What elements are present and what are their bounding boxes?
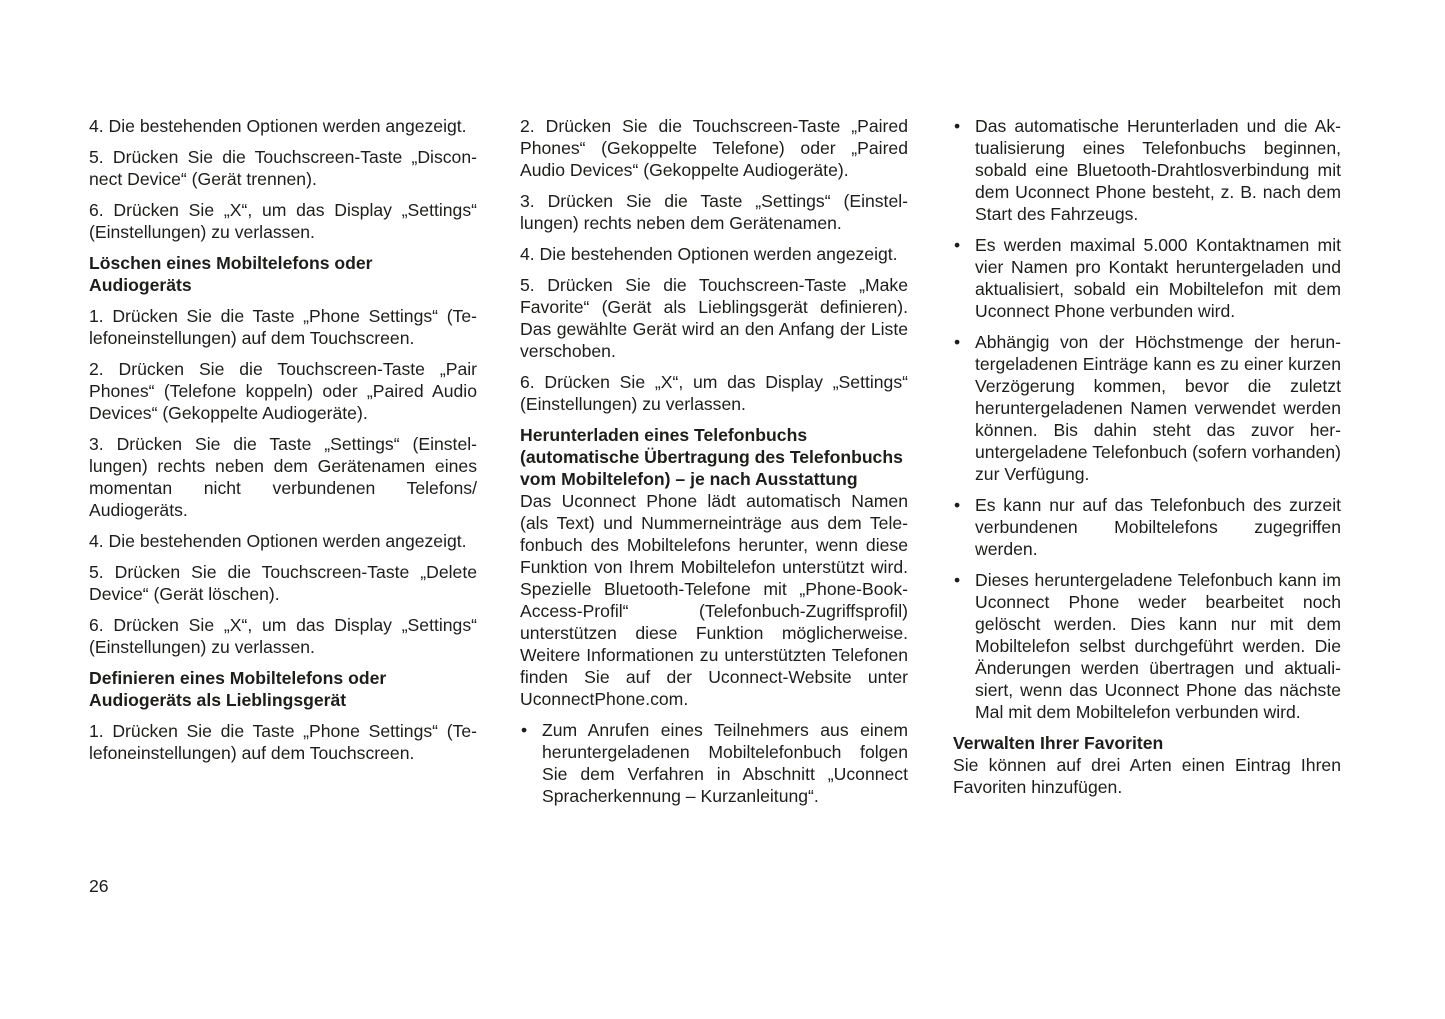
list-item <box>953 494 1341 560</box>
paragraph: 1. Drücken Sie die Taste „Phone Settings“ (Telefoneinstellungen) auf dem Touchscreen. <box>89 721 477 763</box>
list-item-text: Das automatische Herunterladen und die Aktualisierung eines Telefonbuchs beginnen, sobald eine Bluetooth-Drahtlosverbindung mit dem Uconnect Phone besteht, z. B. nach dem Start des Fahrzeugs. <box>975 116 1341 224</box>
paragraph: 4. Die bestehenden Optionen werden angezeigt. <box>89 116 467 136</box>
page-number: 26 <box>89 876 109 896</box>
paragraph: 3. Drücken Sie die Taste „Settings“ (Einstellungen) rechts neben dem Gerätenamen. <box>520 191 908 233</box>
paragraph: 5. Drücken Sie die Touchscreen-Taste „Make Favorite“ (Gerät als Lieblingsgerät definieren). Das gewählte Gerät wird an den Anfang der Liste verschoben. <box>520 275 908 361</box>
list-item <box>953 569 1341 723</box>
list-item-text: Abhängig von der Höchstmenge der heruntergeladenen Einträge kann es zu einer kurzen Verzögerung kommen, bevor die zuletzt heruntergeladenen Namen verwendet werden können. Bis dahin steht das zuvor heruntergeladene Telefonbuch (sofern vorhanden) zur Verfügung. <box>975 332 1341 484</box>
bullet-icon: • <box>954 116 961 136</box>
paragraph: Sie können auf drei Arten einen Eintrag Ihren Favoriten hinzufügen. <box>953 755 1341 797</box>
column-left <box>89 115 477 773</box>
list-item <box>520 719 908 807</box>
paragraph: 2. Drücken Sie die Touchscreen-Taste „Pair Phones“ (Telefone koppeln) oder „Paired Audio Devices“ (Gekoppelte Audiogeräte). <box>89 359 477 423</box>
list-item-text: Dieses heruntergeladene Telefonbuch kann im Uconnect Phone weder bearbeitet noch gelöscht werden. Dies kann nur mit dem Mobiltelefon selbst durchgeführt werden. Die Änderungen werden übertragen und aktualisiert, wenn das Uconnect Phone das nächste Mal mit dem Mobiltelefon verbunden wird. <box>975 570 1341 722</box>
paragraph: 5. Drücken Sie die Touchscreen-Taste „Disconnect Device“ (Gerät trennen). <box>89 147 477 189</box>
paragraph: 6. Drücken Sie „X“, um das Display „Settings“ (Einstellungen) zu verlassen. <box>89 200 477 242</box>
list-item-text: Es kann nur auf das Telefonbuch des zurzeit verbundenen Mobiltelefons zugegriffen werden. <box>975 495 1341 559</box>
bullet-list <box>953 115 1341 723</box>
bullet-icon: • <box>954 235 961 255</box>
list-item <box>953 115 1341 225</box>
paragraph: 6. Drücken Sie „X“, um das Display „Settings“ (Einstellungen) zu verlassen. <box>89 615 477 657</box>
section-heading-favorite-device: Definieren eines Mobiltelefons oder Audiogeräts als Lieblingsgerät <box>89 668 387 710</box>
paragraph: 4. Die bestehenden Optionen werden angezeigt. <box>520 244 898 264</box>
paragraph: 5. Drücken Sie die Touchscreen-Taste „Delete Device“ (Gerät löschen). <box>89 562 477 604</box>
section-heading-delete-device: Löschen eines Mobiltelefons oder Audiogeräts <box>89 253 373 295</box>
list-item-text: Zum Anrufen eines Teilnehmers aus einem heruntergeladenen Mobiltelefonbuch folgen Sie dem Verfahren in Abschnitt „Uconnect Spracherkennung – Kurzanleitung“. <box>542 720 908 806</box>
paragraph: 2. Drücken Sie die Touchscreen-Taste „Paired Phones“ (Gekoppelte Telefone) oder „Paired Audio Devices“ (Gekoppelte Audiogeräte). <box>520 116 908 180</box>
list-item-text: Es werden maximal 5.000 Kontaktnamen mit vier Namen pro Kontakt heruntergeladen und aktualisiert, sobald ein Mobiltelefon mit dem Uconnect Phone verbunden wird. <box>975 235 1341 321</box>
paragraph: 6. Drücken Sie „X“, um das Display „Settings“ (Einstellungen) zu verlassen. <box>520 372 908 414</box>
paragraph: 3. Drücken Sie die Taste „Settings“ (Einstellungen) rechts neben dem Gerätenamen eines momentan nicht verbundenen Telefons/ Audiogeräts. <box>89 434 477 520</box>
bullet-list <box>520 719 908 807</box>
section-heading-favorites: Verwalten Ihrer Favoriten <box>953 733 1164 753</box>
bullet-icon: • <box>521 720 528 740</box>
list-item <box>953 331 1341 485</box>
paragraph: 1. Drücken Sie die Taste „Phone Settings“ (Telefoneinstellungen) auf dem Touchscreen. <box>89 306 477 348</box>
paragraph: 4. Die bestehenden Optionen werden angezeigt. <box>89 531 467 551</box>
paragraph: Das Uconnect Phone lädt automatisch Namen (als Text) und Nummerneinträge aus dem Telefonbuch des Mobiltelefons herunter, wenn diese Funktion von Ihrem Mobiltelefon unterstützt wird. Spezielle Bluetooth-Telefone mit „Phone-Book-Access-Profil“ (Telefonbuch-Zugriffsprofil) unterstützen diese Funktion möglicherweise. Weitere Informationen zu unterstützten Telefonen finden Sie auf der Uconnect-Website unter UconnectPhone.com. <box>520 491 908 709</box>
section-heading-phonebook-download: Herunterladen eines Telefonbuchs (automatische Übertragung des Telefonbuchs vom Mobiltelefon) – je nach Ausstattung <box>520 425 903 489</box>
list-item <box>953 234 1341 322</box>
bullet-icon: • <box>954 332 961 352</box>
bullet-icon: • <box>954 495 961 515</box>
column-middle <box>520 115 908 816</box>
column-right <box>953 115 1341 807</box>
bullet-icon: • <box>954 570 961 590</box>
